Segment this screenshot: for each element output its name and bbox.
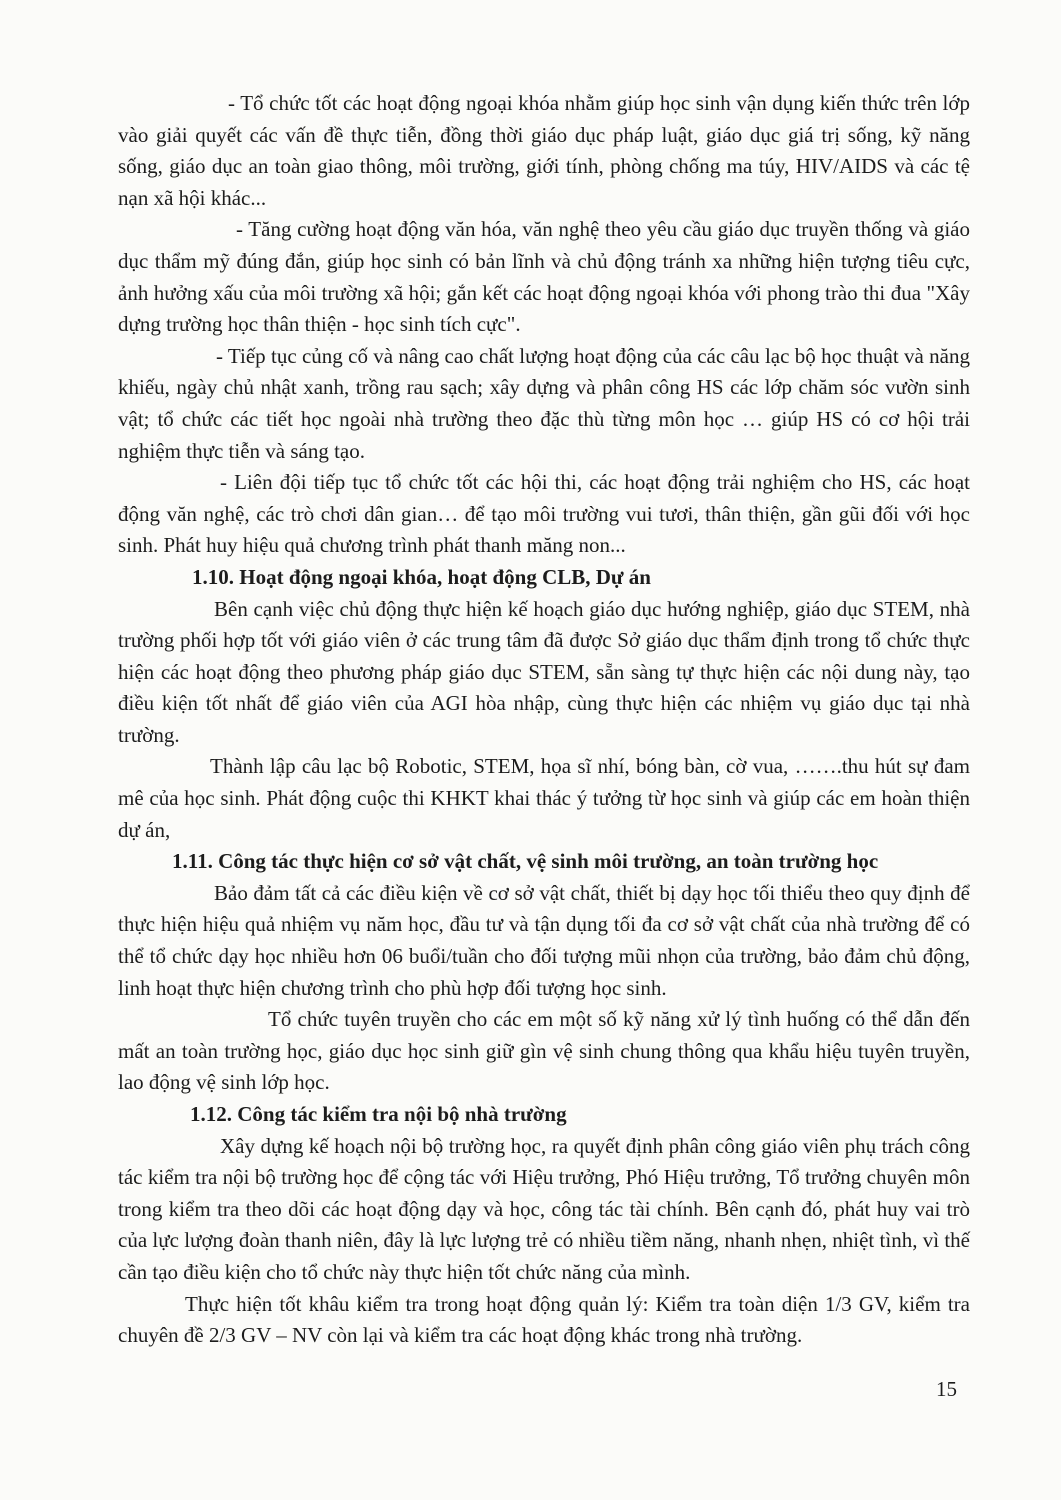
section-heading-1-12: 1.12. Công tác kiểm tra nội bộ nhà trường xyxy=(190,1102,567,1126)
paragraph-internal-inspection-plan: Xây dựng kế hoạch nội bộ trường học, ra quyết định phân công giáo viên phụ trách công tác kiểm tra nội bộ trường học để cộng tác với Hiệu trưởng, Phó Hiệu trưởng, Tổ trưởng chuyên môn trong kiểm tra theo dõi các hoạt động dạy và học, công tác tài chính. Bên cạnh đó, phát huy vai trò của lực lượng đoàn thanh niên, đây là lực lượng trẻ có nhiều tiềm năng, nhanh nhẹn, nhiệt tình, vì thế cần tạo điều kiện cho tổ chức này thực hiện tốt chức năng của mình. xyxy=(118,1133,970,1284)
paragraph-inspection-execution: Thực hiện tốt khâu kiểm tra trong hoạt động quản lý: Kiểm tra toàn diện 1/3 GV, kiểm tra chuyên đề 2/3 GV – NV còn lại và kiểm tra các hoạt động khác trong nhà trường. xyxy=(118,1291,970,1348)
paragraph-safety-propaganda: Tổ chức tuyên truyền cho các em một số kỹ năng xử lý tình huống có thể dẫn đến mất an toàn trường học, giáo dục học sinh giữ gìn vệ sinh chung thông qua khẩu hiệu tuyên truyền, lao động vệ sinh lớp học. xyxy=(118,1007,970,1095)
paragraph-cultural-activities: - Tăng cường hoạt động văn hóa, văn nghệ theo yêu cầu giáo dục truyền thống và giáo dục thẩm mỹ đúng đắn, giúp học sinh có bản lĩnh và chủ động tránh xa những hiện tượng tiêu cực, ảnh hưởng xấu của môi trường xã hội; gắn kết các hoạt động ngoại khóa với phong trào thi đua "Xây dựng trường học thân thiện - học sinh tích cực". xyxy=(118,217,970,337)
paragraph-extracurricular-activities: - Tổ chức tốt các hoạt động ngoại khóa nhằm giúp học sinh vận dụng kiến thức trên lớp vào giải quyết các vấn đề thực tiễn, đồng thời giáo dục pháp luật, giáo dục giá trị sống, kỹ năng sống, giáo dục an toàn giao thông, môi trường, giới tính, phòng chống ma túy, HIV/AIDS và các tệ nạn xã hội khác... xyxy=(118,91,970,210)
paragraph-clubs-consolidation: - Tiếp tục củng cố và nâng cao chất lượng hoạt động của các câu lạc bộ học thuật và năng khiếu, ngày chủ nhật xanh, trồng rau sạch; xây dựng và phân công HS các lớp chăm sóc vườn sinh vật; tổ chức các tiết học ngoài nhà trường theo đặc thù từng môn học … giúp HS có cơ hội trải nghiệm thực tiễn và sáng tạo. xyxy=(118,343,970,463)
document-body xyxy=(118,88,970,1352)
section-heading-1-10: 1.10. Hoạt động ngoại khóa, hoạt động CLB, Dự án xyxy=(192,564,651,589)
page-number: 15 xyxy=(936,1377,957,1401)
paragraph-team-contests: - Liên đội tiếp tục tổ chức tốt các hội thi, các hoạt động trải nghiệm cho HS, các hoạt động văn nghệ, các trò chơi dân gian… để tạo môi trường vui tươi, thân thiện, gần gũi đối với học sinh. Phát huy hiệu quả chương trình phát thanh măng non... xyxy=(118,470,970,558)
paragraph-facilities: Bảo đảm tất cả các điều kiện về cơ sở vật chất, thiết bị dạy học tối thiểu theo quy định để thực hiện hiệu quả nhiệm vụ năm học, đầu tư và tận dụng tối đa cơ sở vật chất của nhà trường để có thể tổ chức dạy học nhiều hơn 06 buổi/tuần cho đối tượng mũi nhọn của trường, bảo đảm chủ động, linh hoạt thực hiện chương trình cho phù hợp đối tượng học sinh. xyxy=(118,880,970,1000)
section-heading-1-11: 1.11. Công tác thực hiện cơ sở vật chất, vệ sinh môi trường, an toàn trường học xyxy=(172,849,879,874)
paragraph-stem-education: Bên cạnh việc chủ động thực hiện kế hoạch giáo dục hướng nghiệp, giáo dục STEM, nhà trường phối hợp tốt với giáo viên ở các trung tâm đã được Sở giáo dục thẩm định trong tổ chức thực hiện các hoạt động theo phương pháp giáo dục STEM, sẵn sàng tự thực hiện các nội dung này, tạo điều kiện tốt nhất để giáo viên của AGI hòa nhập, cùng thực hiện các nhiệm vụ giáo dục tại nhà trường. xyxy=(118,596,970,747)
paragraph-clubs-founding: Thành lập câu lạc bộ Robotic, STEM, họa sĩ nhí, bóng bàn, cờ vua, …….thu hút sự đam mê của học sinh. Phát động cuộc thi KHKT khai thác ý tưởng từ học sinh và giúp các em hoàn thiện dự án, xyxy=(118,754,970,842)
